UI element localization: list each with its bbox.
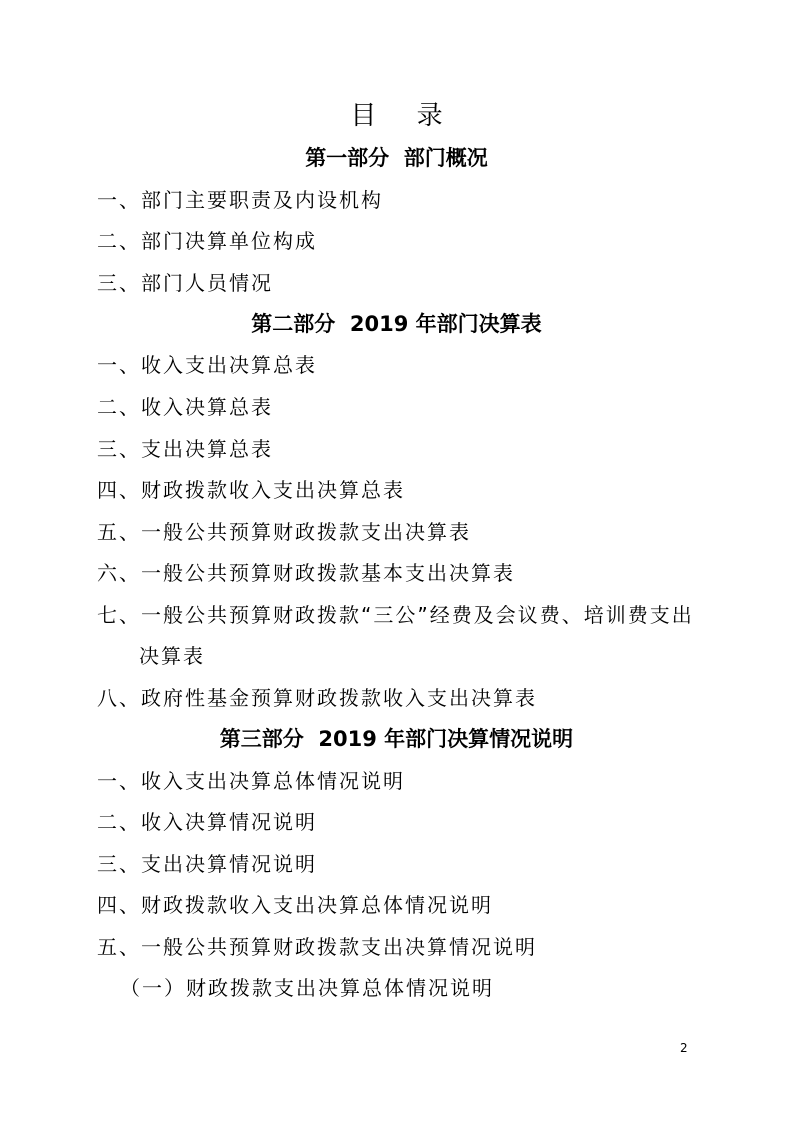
part1-heading: 第一部分 部门概况 [305, 146, 488, 170]
toc-item: 一、部门主要职责及内设机构 [97, 188, 383, 212]
toc-item: 五、一般公共预算财政拨款支出决算表 [97, 520, 471, 544]
page-number: 2 [680, 1041, 688, 1055]
part2-heading: 第二部分 2019 年部门决算表 [251, 312, 542, 336]
toc-item: 二、收入决算情况说明 [97, 810, 317, 834]
toc-item: 四、财政拨款收入支出决算总体情况说明 [97, 893, 493, 917]
toc-item: 三、支出决算情况说明 [97, 852, 317, 876]
toc-item: 一、收入支出决算总体情况说明 [97, 769, 405, 793]
toc-subitem: （一）财政拨款支出决算总体情况说明 [120, 976, 494, 1000]
toc-item: 七、一般公共预算财政拨款“三公”经费及会议费、培训费支出 [97, 603, 694, 627]
page-title: 目 录 [350, 101, 459, 131]
toc-item: 八、政府性基金预算财政拨款收入支出决算表 [97, 686, 537, 710]
toc-item: 五、一般公共预算财政拨款支出决算情况说明 [97, 935, 537, 959]
toc-item: 二、部门决算单位构成 [97, 229, 317, 253]
toc-item-continuation: 决算表 [139, 644, 205, 668]
toc-item: 三、部门人员情况 [97, 271, 273, 295]
toc-item: 一、收入支出决算总表 [97, 353, 317, 377]
toc-item: 四、财政拨款收入支出决算总表 [97, 478, 405, 502]
toc-item: 六、一般公共预算财政拨款基本支出决算表 [97, 561, 515, 585]
toc-item: 二、收入决算总表 [97, 395, 273, 419]
toc-item: 三、支出决算总表 [97, 437, 273, 461]
part3-heading: 第三部分 2019 年部门决算情况说明 [219, 727, 574, 751]
